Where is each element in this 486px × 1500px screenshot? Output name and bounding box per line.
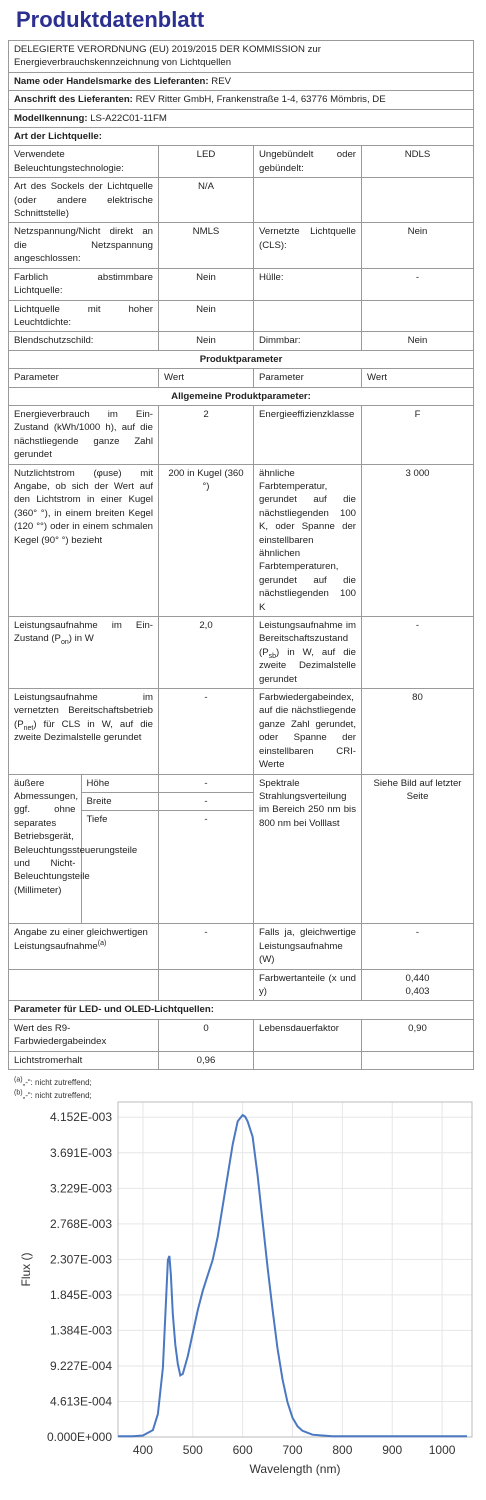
param-label: Dimmbar: (254, 332, 362, 350)
chroma-x: 0,440 (405, 972, 430, 984)
y-axis-label: Flux () (19, 1252, 33, 1287)
equiv-power-value: - (362, 924, 474, 969)
y-tick-label: 4.613E-004 (49, 1394, 112, 1409)
y-tick-label: 3.229E-003 (49, 1181, 112, 1196)
power-net-value: - (159, 689, 254, 774)
param-label: Verwendete Beleuchtungstechnologie: (9, 146, 159, 178)
param-label: Ungebündelt oder gebündelt: (254, 146, 362, 178)
power-on-label (9, 617, 159, 689)
param-value: LED (159, 146, 254, 178)
power-sb-value: - (362, 617, 474, 689)
y-tick-label: 3.691E-003 (49, 1145, 112, 1160)
power-net-label-close: ) (33, 718, 37, 730)
type-row (9, 268, 474, 300)
col-header-param: Parameter (9, 369, 159, 387)
y-tick-label: 0.000E+000 (46, 1430, 112, 1444)
param-label: Vernetzte Lichtquelle (CLS): (254, 223, 362, 268)
type-row (9, 178, 474, 223)
power-on-sub: on (60, 639, 69, 647)
param-label: Wert des R9-Farbwiedergabeindex (9, 1019, 159, 1051)
param-value: N/A (159, 178, 254, 223)
dimensions-values (159, 774, 254, 924)
page-title: Produktdatenblatt (16, 7, 205, 32)
param-label: ähnliche Farbtemperatur, gerundet auf die nächstliegenden 100 K, oder Spanne der einstellbaren ähnlichen Farbtemperaturen, gerundet auf die nächstliegenden 100 K (254, 464, 362, 616)
power-sb-sub: sb (268, 652, 276, 660)
power-net-row (9, 689, 474, 774)
y-tick-label: 2.307E-003 (49, 1252, 112, 1267)
cri-label-text: Farbwiedergabeindex, auf die nächstliegende ganze Zahl gerundet, (259, 692, 356, 730)
section-type-heading: Art der Lichtquelle: (9, 128, 474, 146)
param-value: Nein (159, 300, 254, 332)
x-tick-label: 700 (282, 1443, 303, 1457)
param-value: 200 in Kugel (360 °) (159, 464, 254, 616)
equiv-power-label: Falls ja, gleichwertige Leistungsaufnahme (W) (254, 924, 362, 969)
equiv-label (9, 924, 159, 969)
power-on-value: 2,0 (159, 617, 254, 689)
power-sb-label-text: Leistungsaufnahme im Bereitschaftszustand (P (259, 620, 356, 658)
col-header-value: Wert (159, 369, 254, 387)
cri-value: 80 (362, 689, 474, 774)
chroma-values (362, 969, 474, 1001)
chroma-label: Farbwertanteile (x und y) (254, 969, 362, 1001)
general-row (9, 464, 474, 616)
param-label: Netzspannung/Nicht direkt an die Netzspannung angeschlossen: (9, 223, 159, 268)
general-params-heading: Allgemeine Produktparameter: (9, 387, 474, 405)
y-tick-label: 4.152E-003 (49, 1110, 112, 1125)
empty-cell (9, 969, 159, 1001)
footnote-marker: (a) (14, 1076, 23, 1084)
param-value: 3 000 (362, 464, 474, 616)
datasheet-table (8, 40, 474, 1070)
spectrum-chart (0, 1077, 486, 1500)
spectral-value: Siehe Bild auf letzter Seite (362, 774, 474, 924)
column-header-row (9, 369, 474, 387)
supplier-name-label: Name oder Handelsmarke des Lieferanten: (14, 75, 209, 87)
spectral-label: Spektrale Strahlungsverteilung im Bereich 250 nm bis 800 nm bei Volllast (254, 774, 362, 924)
param-value (362, 178, 474, 223)
model-id-value: LS-A22C01-11FM (90, 112, 167, 124)
supplier-address-label: Anschrift des Lieferanten: (14, 94, 133, 106)
equiv-label-text: Angabe zu einer gleichwertigen Leistungsaufnahme (14, 927, 148, 952)
power-net-label (9, 689, 159, 774)
param-value: 2 (159, 405, 254, 464)
x-tick-label: 500 (182, 1443, 203, 1457)
supplier-name-row (9, 72, 474, 90)
x-tick-label: 600 (232, 1443, 253, 1457)
param-label: Farblich abstimmbare Lichtquelle: (9, 268, 159, 300)
power-on-row (9, 617, 474, 689)
param-value: 0 (159, 1019, 254, 1051)
power-on-label-unit: ) in W (68, 633, 94, 645)
param-value: F (362, 405, 474, 464)
power-on-label-text: Leistungsaufnahme im Ein-Zustand (P (14, 620, 153, 645)
y-tick-label: 1.845E-003 (49, 1287, 112, 1302)
equiv-sup: (a) (97, 939, 107, 947)
led-row (9, 1019, 474, 1051)
x-tick-label: 1000 (428, 1443, 456, 1457)
y-tick-label: 9.227E-004 (49, 1358, 112, 1373)
chroma-row (9, 969, 474, 1001)
param-value: NMLS (159, 223, 254, 268)
product-params-heading: Produktparameter (9, 350, 474, 368)
depth-label: Tiefe (86, 814, 108, 826)
height-label: Höhe (81, 775, 158, 793)
power-net-sub: net (23, 724, 34, 732)
type-row (9, 332, 474, 350)
x-axis-label: Wavelength (nm) (249, 1462, 341, 1476)
footnote-text: „-“: nicht zutreffend; (22, 1077, 92, 1087)
param-label: Energieeffizienzklasse (254, 405, 362, 464)
model-id-label: Modellkennung: (14, 112, 88, 124)
y-tick-label: 1.384E-003 (49, 1323, 112, 1338)
cri-label (254, 689, 362, 774)
type-row (9, 223, 474, 268)
empty-cell (159, 969, 254, 1001)
datasheet (8, 6, 473, 1102)
param-label (254, 300, 362, 332)
dimensions-cell (9, 774, 159, 924)
power-sb-label (254, 617, 362, 689)
footnote-marker: (b) (14, 1089, 23, 1097)
width-value: - (159, 793, 253, 811)
regulation-text: DELEGIERTE VERORDNUNG (EU) 2019/2015 DER KOMMISSION zur Energieverbrauchskennzeichnung von Lichtquellen (9, 41, 474, 73)
param-value (362, 300, 474, 332)
depth-value: - (204, 814, 208, 826)
param-value: Nein (362, 223, 474, 268)
col-header-value: Wert (362, 369, 474, 387)
param-label: Nutzlichtstrom (φuse) mit Angabe, ob sich der Wert auf den Lichtstrom in einer Kugel (360° °), in einem breiten Kegel (120 °°) oder in einem schmalen Kegel (90° °) bezieht (9, 464, 159, 616)
param-value: 0,96 (159, 1051, 254, 1069)
param-label: Hülle: (254, 268, 362, 300)
equiv-value: - (159, 924, 254, 969)
model-id-row (9, 109, 474, 127)
led-row (9, 1051, 474, 1069)
param-label (254, 1051, 362, 1069)
chroma-y: 0,403 (405, 985, 430, 997)
power-sb-label-unit: ) in W, auf die zweite Dezimalstelle gerundet (259, 646, 356, 685)
power-net-label-text: Leistungsaufnahme im vernetzten Bereitschaftsbetrieb (P (14, 692, 153, 730)
supplier-address-row (9, 91, 474, 109)
param-label: Blendschutzschild: (9, 332, 159, 350)
param-label: Art des Sockels der Lichtquelle (oder andere elektrische Schnittstelle) (9, 178, 159, 223)
param-label (254, 178, 362, 223)
dimensions-row (9, 774, 474, 924)
param-value: Nein (159, 332, 254, 350)
param-value: 0,90 (362, 1019, 474, 1051)
height-value: - (159, 775, 253, 793)
col-header-param: Parameter (254, 369, 362, 387)
param-label: Lebensdauerfaktor (254, 1019, 362, 1051)
equiv-row (9, 924, 474, 969)
param-value: Nein (159, 268, 254, 300)
power-net-label-cont: für CLS in W, auf die zweite Dezimalstelle gerundet (14, 718, 153, 744)
supplier-name-value: REV (211, 75, 232, 87)
param-value (362, 1051, 474, 1069)
x-tick-label: 800 (332, 1443, 353, 1457)
type-row (9, 300, 474, 332)
x-tick-label: 900 (382, 1443, 403, 1457)
led-params-heading: Parameter für LED- und OLED-Lichtquellen: (9, 1001, 474, 1019)
dimensions-label: äußere Abmessungen, ggf. ohne separates Betriebsgerät, Beleuchtungssteuerungsteile und Nicht-Beleuchtungsteile (Millimeter) (9, 775, 81, 924)
param-label: Lichtstromerhalt (9, 1051, 159, 1069)
param-value: NDLS (362, 146, 474, 178)
param-value: - (362, 268, 474, 300)
general-row (9, 405, 474, 464)
y-tick-label: 2.768E-003 (49, 1216, 112, 1231)
type-row (9, 146, 474, 178)
param-label: Lichtquelle mit hoher Leuchtdichte: (9, 300, 159, 332)
param-label: Energieverbrauch im Ein-Zustand (kWh/1000 h), auf die nächstliegende ganze Zahl gerundet (9, 405, 159, 464)
x-tick-labels (133, 1443, 456, 1457)
param-value: Nein (362, 332, 474, 350)
width-label: Breite (81, 792, 158, 810)
supplier-address-value: REV Ritter GmbH, Frankenstraße 1-4, 63776 Mömbris, DE (135, 94, 386, 106)
cri-label-cont: oder Spanne der einstellbaren CRI-Werte (259, 732, 356, 771)
dimensions-inner (9, 775, 158, 924)
footnote-text: „-“: nicht zutreffend; (22, 1090, 92, 1100)
x-tick-label: 400 (132, 1443, 153, 1457)
y-tick-labels (47, 1110, 112, 1444)
